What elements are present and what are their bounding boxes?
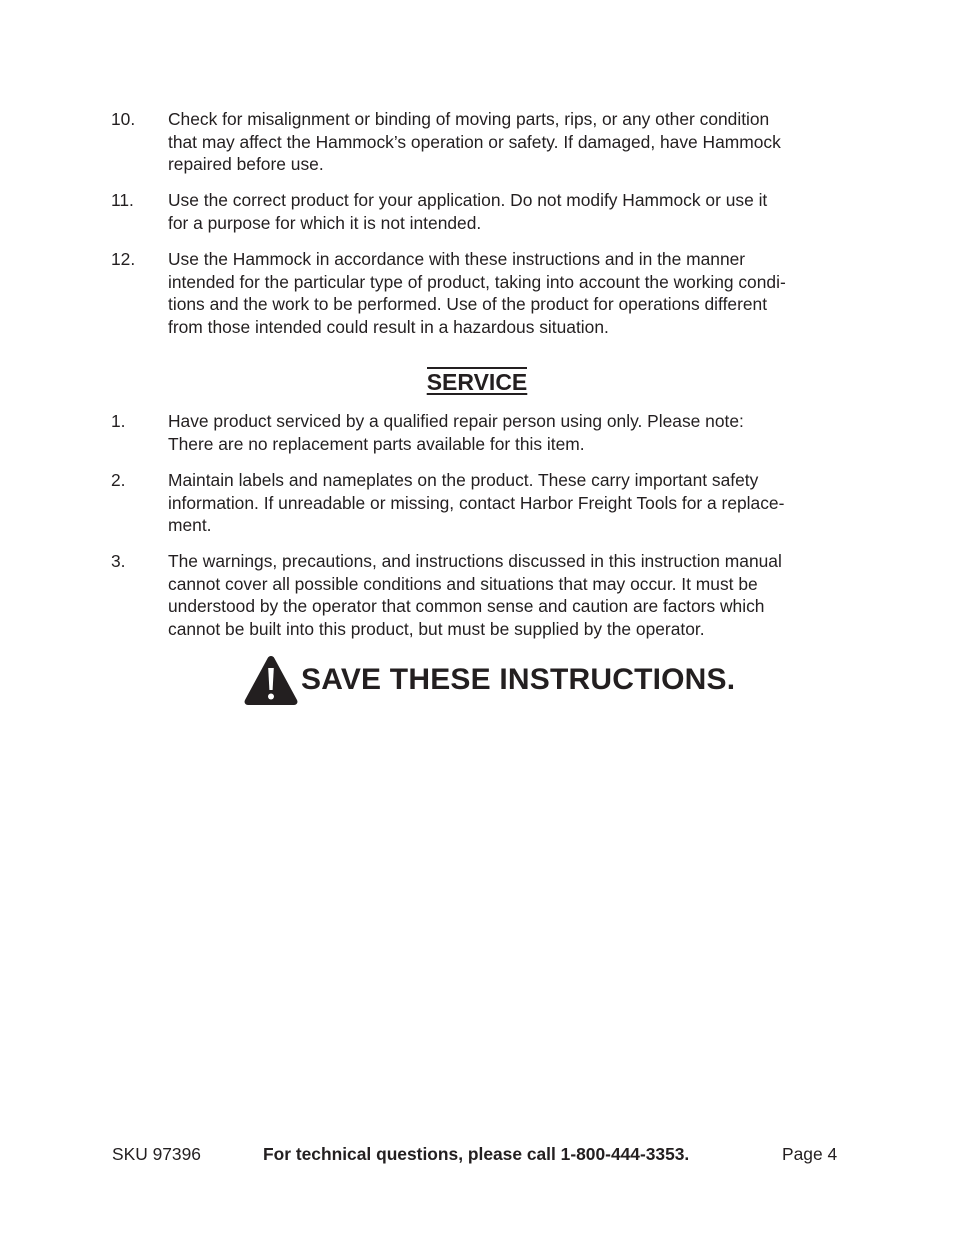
item-text-line: repaired before use. (168, 154, 324, 175)
item-text-line: Maintain labels and nameplates on the product. These carry important safety (168, 470, 759, 490)
item-text-line: cannot cover all possible conditions and situations that may occur. It must be (168, 573, 758, 594)
item-text-line: Use the correct product for your application. Do not modify Hammock or use it (168, 190, 768, 210)
item-text (168, 108, 840, 176)
item-text (168, 550, 840, 640)
save-instructions-text: SAVE THESE INSTRUCTIONS. (301, 663, 736, 696)
item-number: 3. (111, 551, 126, 571)
item-text-line: There are no replacement parts available for this item. (168, 433, 585, 454)
item-text-line: Use the Hammock in accordance with these instructions and in the manner (168, 249, 746, 269)
item-text-line: information. If unreadable or missing, contact Harbor Freight Tools for a replace- (168, 492, 785, 513)
item-text (168, 248, 840, 338)
item-text (168, 189, 840, 234)
warning-triangle-icon (243, 654, 299, 706)
page-footer (0, 1142, 954, 1166)
item-number: 10. (111, 109, 136, 129)
footer-sku: SKU 97396 (112, 1144, 201, 1164)
item-text-line: that may affect the Hammock’s operation or safety. If damaged, have Hammock (168, 131, 781, 152)
item-text (168, 469, 840, 537)
footer-page-number: Page 4 (782, 1144, 838, 1164)
item-number: 12. (111, 249, 136, 269)
item-number: 11. (111, 190, 134, 210)
item-number: 1. (111, 411, 126, 431)
item-text-line: for a purpose for which it is not intended. (168, 212, 482, 233)
item-text-line: intended for the particular type of product, taking into account the working condi- (168, 271, 786, 292)
service-heading (0, 367, 954, 396)
item-text-line: tions and the work to be performed. Use of the product for operations different (168, 294, 768, 315)
footer-tech-support: For technical questions, please call 1-800-444-3353. (263, 1144, 690, 1164)
item-text-line: The warnings, precautions, and instructions discussed in this instruction manual (168, 551, 782, 571)
item-text-line: Check for misalignment or binding of moving parts, rips, or any other condition (168, 109, 770, 129)
save-instructions-banner (243, 654, 735, 706)
item-text-line: ment. (168, 515, 212, 536)
service-heading-text: SERVICE (426, 369, 528, 395)
item-text-line: Have product serviced by a qualified repair person using only. Please note: (168, 411, 744, 431)
item-text-line: from those intended could result in a hazardous situation. (168, 316, 609, 337)
item-number: 2. (111, 470, 126, 490)
item-text (168, 410, 840, 455)
item-text-line: understood by the operator that common sense and caution are factors which (168, 596, 765, 617)
item-text-line: cannot be built into this product, but must be supplied by the operator. (168, 618, 705, 639)
